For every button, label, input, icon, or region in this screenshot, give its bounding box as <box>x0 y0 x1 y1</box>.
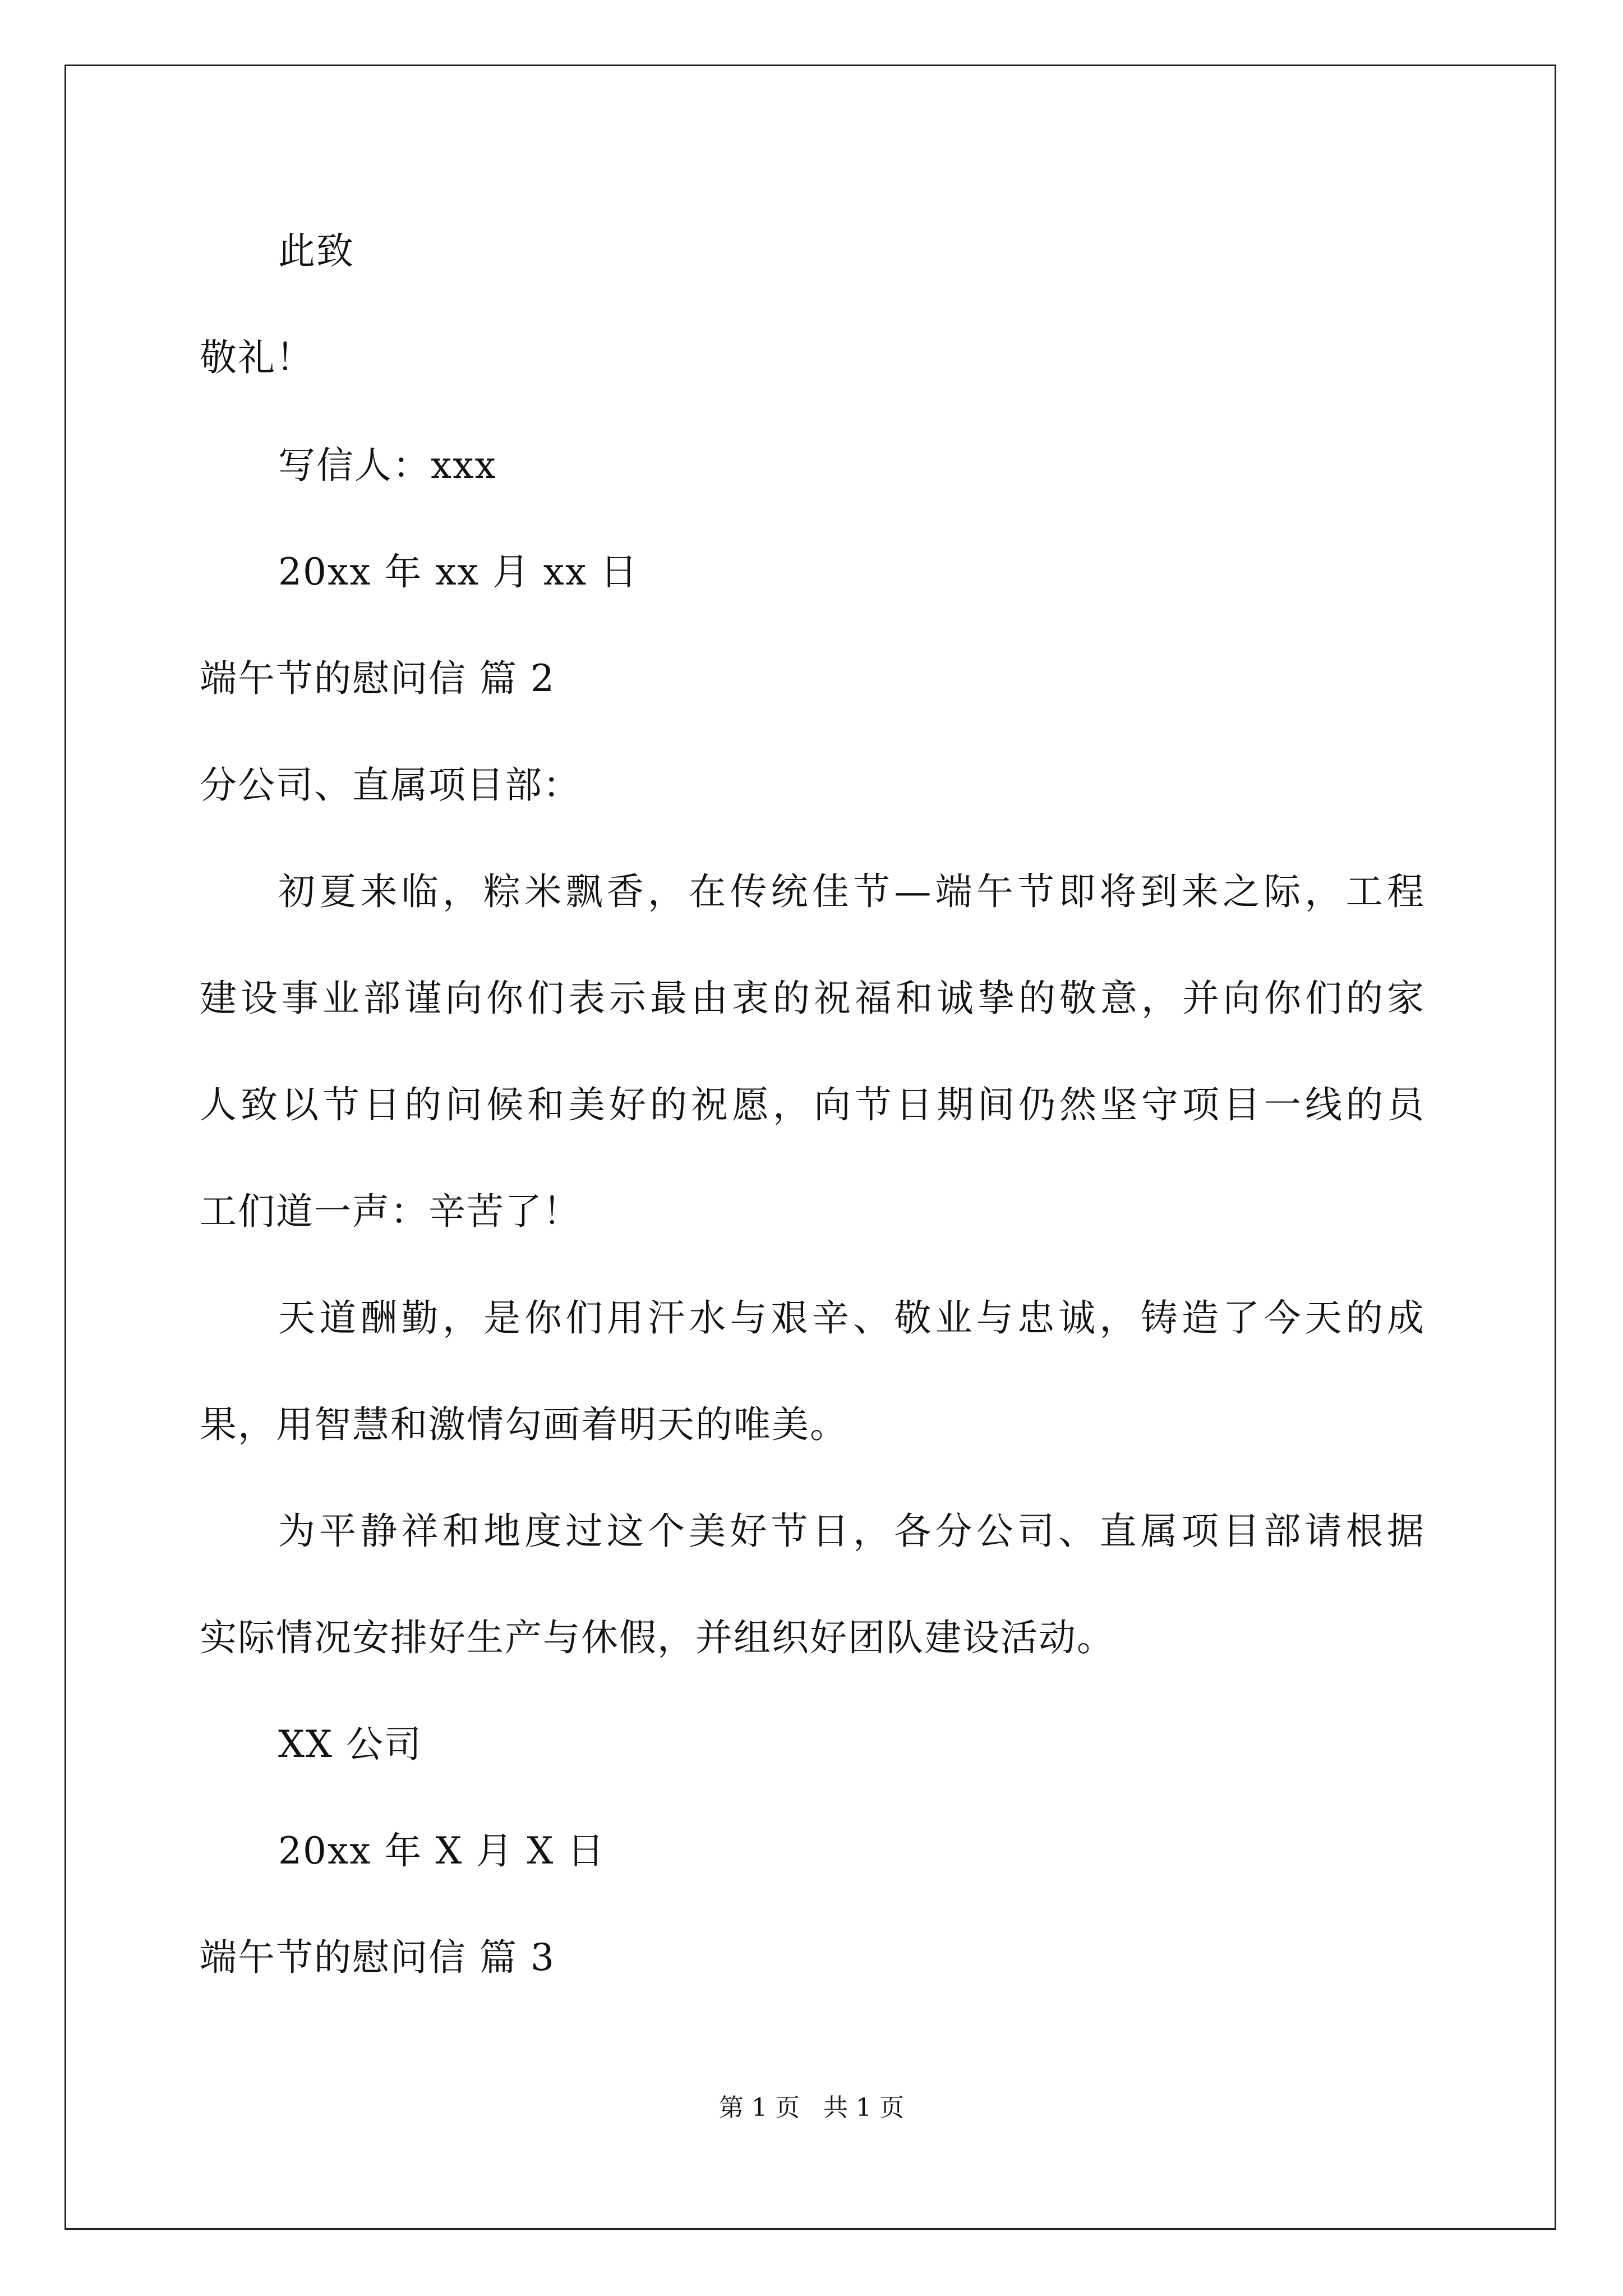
section-3-heading: 端午节的慰问信 篇 3 <box>200 1936 555 1979</box>
paragraph-line: 果，用智慧和激情勾画着明天的唯美。 <box>200 1403 848 1446</box>
section-2-heading: 端午节的慰问信 篇 2 <box>200 657 555 700</box>
closing-respect: 敬礼！ <box>200 336 314 379</box>
paragraph-line: 实际情况安排好生产与休假，并组织好团队建设活动。 <box>200 1616 1115 1659</box>
letter-signature: 写信人：xxx <box>278 444 497 487</box>
section-2-date: 20xx 年 X 月 X 日 <box>278 1829 606 1872</box>
section-2-salutation: 分公司、直属项目部： <box>200 763 581 807</box>
closing-salutation: 此致 <box>278 229 354 273</box>
paragraph-line: 天道酬勤，是你们用汗水与艰辛、敬业与忠诚，铸造了今天的成 <box>278 1296 1425 1340</box>
paragraph-line: 初夏来临，粽米飘香，在传统佳节—端午节即将到来之际，工程 <box>278 870 1425 913</box>
paragraph-line: 人致以节日的问候和美好的祝愿，向节日期间仍然坚守项目一线的员 <box>200 1083 1425 1126</box>
page-border <box>64 65 1556 2230</box>
paragraph-line: 为平静祥和地度过这个美好节日，各分公司、直属项目部请根据 <box>278 1510 1425 1553</box>
paragraph-line: 建设事业部谨向你们表示最由衷的祝福和诚挚的敬意，并向你们的家 <box>200 977 1425 1020</box>
company-name: XX 公司 <box>278 1723 422 1766</box>
paragraph-line: 工们道一声：辛苦了！ <box>200 1190 581 1233</box>
page-number-footer: 第 1 页 共 1 页 <box>719 2093 904 2122</box>
letter-date: 20xx 年 xx 月 xx 日 <box>278 550 639 593</box>
